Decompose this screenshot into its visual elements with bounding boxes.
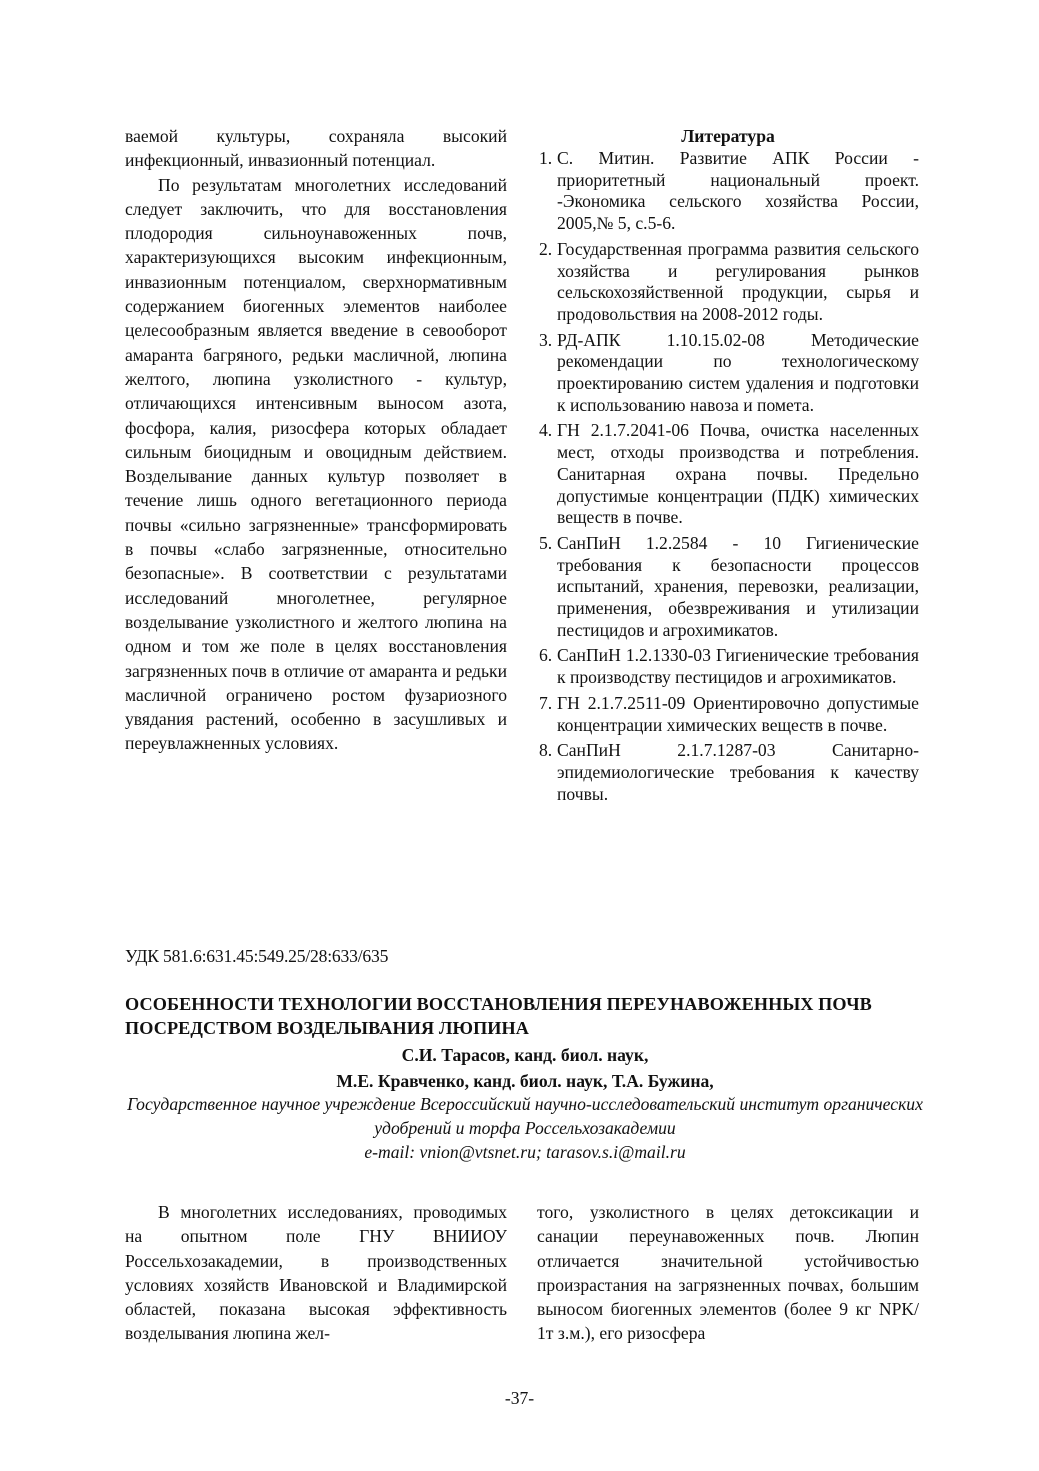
authors-line-1: С.И. Тарасов, канд. биол. наук, [401, 1045, 649, 1065]
literature-section [537, 124, 919, 809]
authors [125, 1042, 925, 1094]
article-title: ОСОБЕННОСТИ ТЕХНОЛОГИИ ВОССТАНОВЛЕНИЯ ПЕРЕУНАВОЖЕННЫХ ПОЧВ ПОСРЕДСТВОМ ВОЗДЕЛЫВАНИЯ ЛЮПИНА [125, 994, 872, 1038]
reference-number: 2. [539, 238, 553, 259]
reference-item [537, 239, 919, 326]
body-paragraph: В многолетних исследованиях, проводимых на опытном поле ГНУ ВНИИОУ Россельхозакадемии, в производственных условиях хозяйств Ивановской и Владимирской областей, показана высокая эффективность возделывания люпина жел- [125, 1202, 507, 1344]
udk-code: УДК 581.6:631.45:549.25/28:633/635 [125, 946, 389, 966]
reference-text: СанПиН 2.1.7.1287-03 Санитарно-эпидемиологические требования к качеству почвы. [557, 740, 919, 804]
reference-item [537, 693, 919, 736]
reference-text: РД-АПК 1.10.15.02-08 Методические рекомендации по технологическому проектированию систем удаления и подготовки к использованию навоза и помета. [557, 329, 919, 415]
reference-item [537, 533, 919, 642]
reference-item [537, 420, 919, 529]
top-left-column [125, 124, 507, 756]
reference-number: 5. [539, 532, 553, 553]
affiliation: Государственное научное учреждение Всероссийский научно-исследовательский институт органических удобрений и торфа Россельхозакадемии [127, 1094, 923, 1138]
affiliation-block [125, 1092, 925, 1164]
article-body-left [125, 1200, 507, 1346]
reference-text: Государственная программа развития сельского хозяйства и регулирования рынков сельскохозяйственной продукции, сырья и продовольствия на 2008-2012 годы. [557, 238, 919, 324]
email-line: e-mail: vnion@vtsnet.ru; tarasov.s.i@mail.ru [364, 1142, 686, 1162]
reference-text: ГН 2.1.7.2511-09 Ориентировочно допустимые концентрации химических веществ в почве. [557, 692, 919, 735]
authors-line-2: М.Е. Кравченко, канд. биол. наук, Т.А. Бужина, [336, 1071, 714, 1091]
reference-item [537, 330, 919, 417]
article-body-right [537, 1200, 919, 1346]
reference-number: 6. [539, 645, 553, 666]
reference-number: 7. [539, 692, 553, 713]
reference-number: 8. [539, 740, 553, 761]
paragraph-continuation: ваемой культуры, сохраняла высокий инфекционный, инвазионный потенциал. [125, 126, 507, 171]
reference-text: ГН 2.1.7.2041-06 Почва, очистка населенных мест, отходы производства и потребления. Санитарная охрана почвы. Предельно допустимые концентрации (ПДК) химических веществ в почве. [557, 420, 919, 528]
reference-text: С. Митин. Развитие АПК России - приоритетный национальный проект. -Экономика сельского хозяйства России, 2005,№ 5, с.5-6. [557, 148, 919, 234]
reference-number: 4. [539, 420, 553, 441]
reference-item [537, 740, 919, 805]
reference-item [537, 148, 919, 235]
reference-item [537, 645, 919, 688]
page-number: -37- [504, 1388, 535, 1408]
reference-number: 1. [539, 148, 553, 168]
reference-text: СанПиН 1.2.1330-03 Гигиенические требования к производству пестицидов и агрохимикатов. [557, 645, 919, 688]
reference-number: 3. [539, 329, 553, 350]
paragraph-conclusion: По результатам многолетних исследований следует заключить, что для восстановления плодородия сильноунавоженных почв, характеризующихся высоким инфекционным, инвазионным потенциалом, сверхнормативным содержанием биогенных элементов наиболее целесообразным является введение в севооборот амаранта багряного, редьки масличной, люпина желтого, люпина узколистного - культур, отличающихся интенсивным выносом азота, фосфора, калия, ризосфера которых обладает сильным биоцидным и овоцидным действием. Возделывание данных культур позволяет в течение лишь одного вегетационного периода почвы «сильно загрязненные» трансформировать в почвы «слабо загрязненные, относительно безопасные». В соответствии с результатами исследований многолетнее, регулярное возделывание узколистного и желтого люпина на одном и том же поле в целях восстановления загрязненных почв в отличие от амаранта и редьки масличной ограничено ростом фузариозного увядания растений, особенно в засушливых и переувлажненных условиях. [125, 174, 507, 754]
reference-list [537, 148, 919, 805]
reference-text: СанПиН 1.2.2584 - 10 Гигиенические требования к безопасности процессов испытаний, хранения, перевозки, реализации, применения, обезвреживания и утилизации пестицидов и агрохимикатов. [557, 532, 919, 640]
body-paragraph-continued: того, узколистного в целях детоксикации и санации переунавоженных почв. Люпин отличается значительной устойчивостью произрастания на загрязненных почвах, большим выносом биогенных элементов (более 9 кг NPK/ 1т з.м.), его ризосфера [537, 1202, 919, 1344]
literature-heading: Литература [681, 126, 775, 146]
